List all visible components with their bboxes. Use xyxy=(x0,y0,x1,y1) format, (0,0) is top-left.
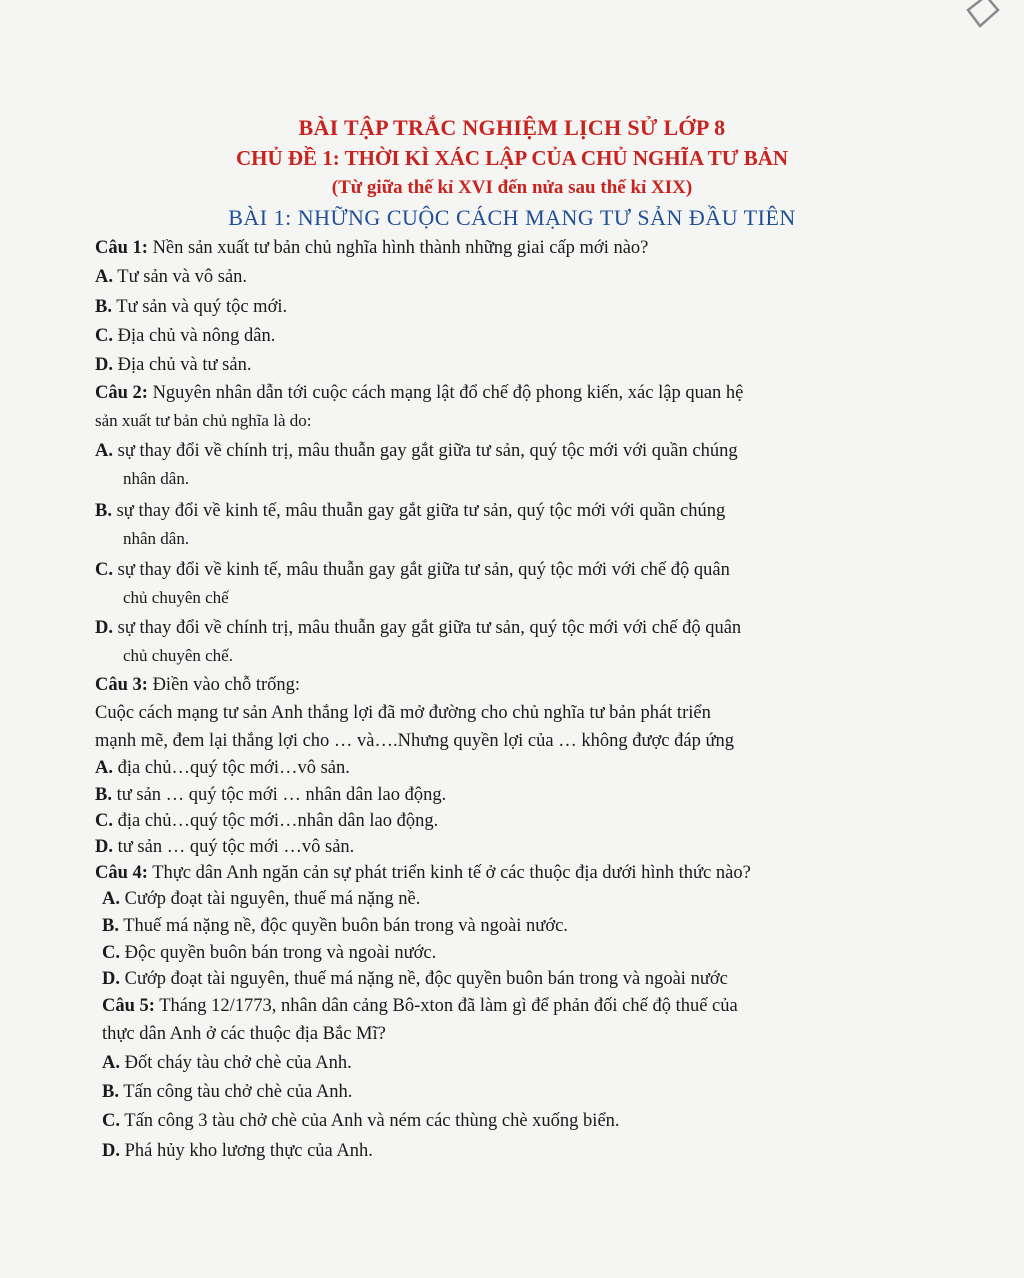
topic-heading: CHỦ ĐỀ 1: THỜI KÌ XÁC LẬP CỦA CHỦ NGHĨA TƯ BẢN xyxy=(235,146,789,170)
question-3 xyxy=(95,674,300,696)
option-a: A. sự thay đổi về chính trị, mâu thuẫn gay gắt giữa tư sản, quý tộc mới với quần chúng xyxy=(95,441,738,461)
option-d: D. Phá hủy kho lương thực của Anh. xyxy=(102,1141,373,1161)
question-text: Tháng 12/1773, nhân dân cảng Bô-xton đã làm gì để phản đối chế độ thuế của xyxy=(154,996,738,1016)
option-b: B. Thuế má nặng nề, độc quyền buôn bán trong và ngoài nước. xyxy=(102,916,568,936)
option-c: C. địa chủ…quý tộc mới…nhân dân lao động. xyxy=(95,811,439,831)
option-d: D. tư sản … quý tộc mới …vô sản. xyxy=(95,837,355,857)
period-heading: (Từ giữa thế kỉ XVI đến nửa sau thế kỉ XIX) xyxy=(331,177,693,198)
option-d: D. Địa chủ và tư sản. xyxy=(95,355,252,375)
question-label: Câu 1: xyxy=(95,238,148,258)
question-5 xyxy=(102,995,738,1017)
question-text: Điền vào chỗ trống: xyxy=(147,675,301,695)
option-b: B. Tấn công tàu chở chè của Anh. xyxy=(102,1082,353,1102)
question-text: Nền sản xuất tư bản chủ nghĩa hình thành những giai cấp mới nào? xyxy=(147,238,649,258)
option-b: B. tư sản … quý tộc mới … nhân dân lao động. xyxy=(95,785,447,805)
option-c: C. sự thay đổi về kinh tế, mâu thuẫn gay gắt giữa tư sản, quý tộc mới với chế độ quân xyxy=(95,560,730,580)
lesson-heading: BÀI 1: NHỮNG CUỘC CÁCH MẠNG TƯ SẢN ĐẦU TIÊN xyxy=(228,205,796,230)
option-c: C. Địa chủ và nông dân. xyxy=(95,326,276,346)
question-text: Thực dân Anh ngăn cản sự phát triển kinh tế ở các thuộc địa dưới hình thức nào? xyxy=(147,863,751,883)
question-label: Câu 3: xyxy=(95,675,148,695)
passage-line-1: Cuộc cách mạng tư sản Anh thắng lợi đã mở đường cho chủ nghĩa tư bản phát triển xyxy=(95,703,711,723)
option-d: D. sự thay đổi về chính trị, mâu thuẫn gay gắt giữa tư sản, quý tộc mới với chế độ quân xyxy=(95,618,742,638)
option-c: C. Tấn công 3 tàu chở chè của Anh và ném các thùng chè xuống biển. xyxy=(102,1111,620,1131)
option-a-cont: nhân dân. xyxy=(123,469,190,488)
question-1 xyxy=(95,237,648,259)
option-d-cont: chủ chuyên chế. xyxy=(123,646,233,665)
option-c: C. Độc quyền buôn bán trong và ngoài nước. xyxy=(102,943,437,963)
option-a: A. địa chủ…quý tộc mới…vô sản. xyxy=(95,758,350,778)
question-text-cont: sản xuất tư bản chủ nghĩa là do: xyxy=(95,411,312,430)
option-a: A. Tư sản và vô sản. xyxy=(95,267,248,287)
rotate-icon[interactable] xyxy=(962,0,1002,36)
option-a: A. Đốt cháy tàu chở chè của Anh. xyxy=(102,1053,352,1073)
option-d: D. Cướp đoạt tài nguyên, thuế má nặng nề, độc quyền buôn bán trong và ngoài nước xyxy=(102,969,728,989)
option-b-cont: nhân dân. xyxy=(123,529,190,548)
question-4 xyxy=(95,862,751,884)
question-text-cont: thực dân Anh ở các thuộc địa Bắc Mĩ? xyxy=(102,1024,386,1044)
question-text: Nguyên nhân dẫn tới cuộc cách mạng lật đổ chế độ phong kiến, xác lập quan hệ xyxy=(147,383,744,403)
option-b: B. sự thay đổi về kinh tế, mâu thuẫn gay gắt giữa tư sản, quý tộc mới với quần chúng xyxy=(95,501,726,521)
option-a: A. Cướp đoạt tài nguyên, thuế má nặng nề. xyxy=(102,889,421,909)
passage-line-2: mạnh mẽ, đem lại thắng lợi cho … và….Nhưng quyền lợi của … không được đáp ứng xyxy=(95,731,734,751)
question-2 xyxy=(95,382,743,404)
document-title: BÀI TẬP TRẮC NGHIỆM LỊCH SỬ LỚP 8 xyxy=(298,115,726,140)
option-b: B. Tư sản và quý tộc mới. xyxy=(95,297,288,317)
question-label: Câu 4: xyxy=(95,863,148,883)
question-label: Câu 2: xyxy=(95,383,148,403)
question-label: Câu 5: xyxy=(102,996,155,1016)
option-c-cont: chủ chuyên chế xyxy=(123,588,229,607)
